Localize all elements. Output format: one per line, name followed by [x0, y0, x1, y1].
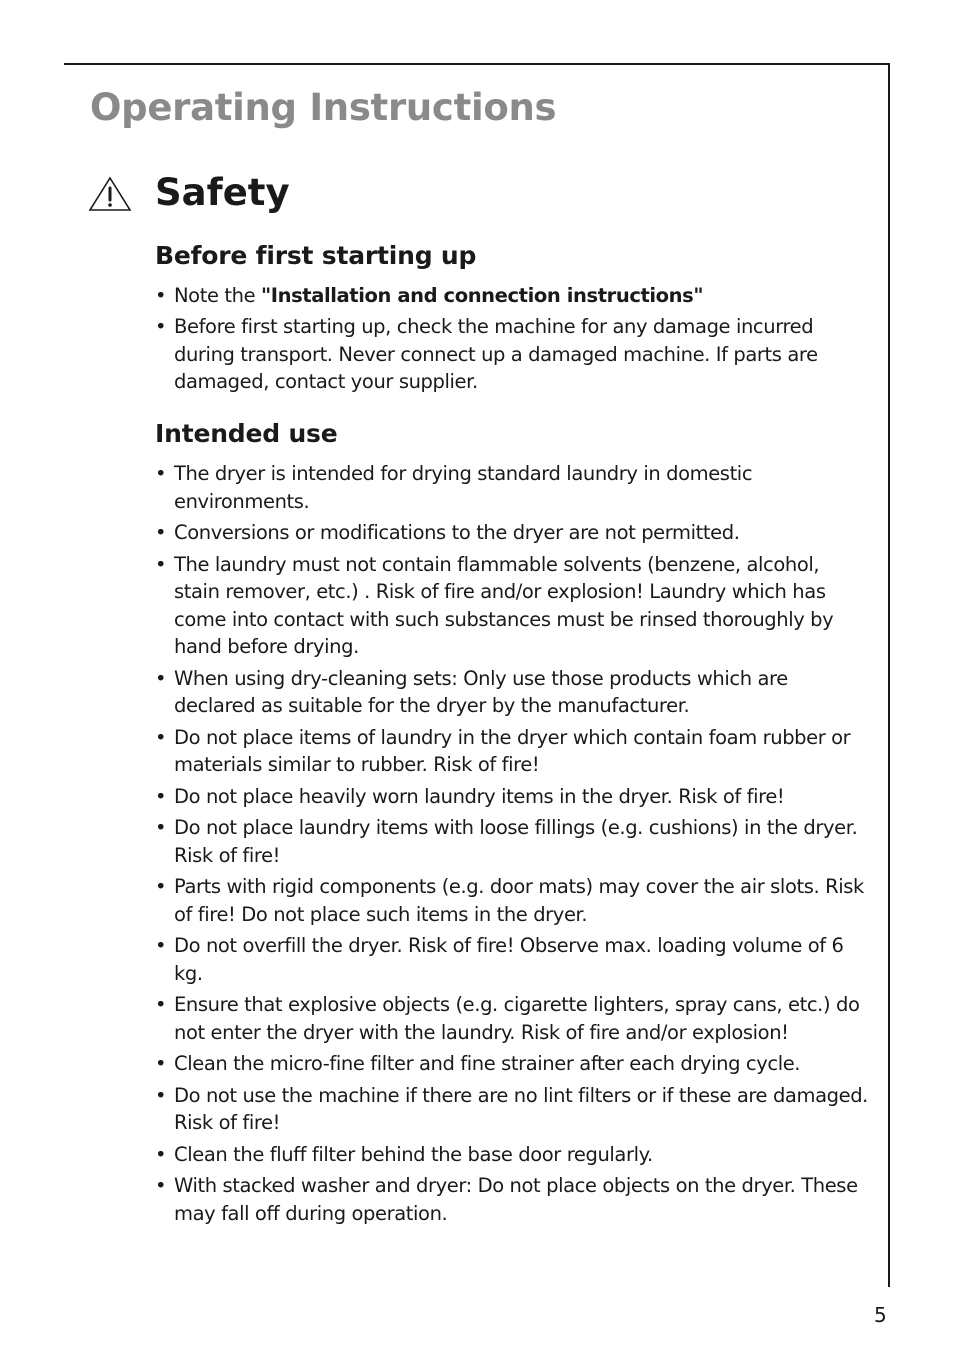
list-item: • Before first starting up, check the machine for any damage incurred during transport. Never connect up a damaged machine. If parts are damaged, contact your supplier. [155, 315, 818, 393]
list-item: • Clean the micro-fine filter and fine strainer after each drying cycle. [155, 1050, 870, 1078]
list-item: • Do not place laundry items with loose fillings (e.g. cushions) in the dryer. Risk of fire! [155, 816, 858, 867]
bullet: • [155, 1083, 167, 1107]
section-title: Safety [155, 171, 290, 214]
bullet: • [155, 725, 167, 749]
bullet: • [155, 552, 167, 576]
bullet: • [155, 875, 167, 898]
list-item: • When using dry-cleaning sets: Only use those products which are declared as suitable for the dryer by the manufacturer. [155, 666, 788, 717]
list-item: • The dryer is intended for drying standard laundry in domestic environments. [155, 462, 753, 513]
before-first-list [155, 282, 870, 396]
bullet: • [155, 462, 167, 485]
subheading-intended-use: Intended use [155, 418, 338, 448]
top-rule [64, 63, 890, 65]
list-item: • Clean the fluff filter behind the base door regularly. [155, 1141, 870, 1169]
subheading-before-first-starting-up: Before first starting up [155, 241, 477, 270]
bullet: • [155, 993, 167, 1016]
list-item: • Parts with rigid components (e.g. door mats) may cover the air slots. Risk of fire! Do not place such items in the dryer. [155, 875, 864, 926]
safety-content [155, 240, 870, 1231]
bullet: • [155, 1142, 167, 1166]
intended-use-list [155, 460, 870, 1227]
bullet: • [155, 1174, 167, 1197]
list-item: • Conversions or modifications to the dryer are not permitted. [155, 519, 870, 547]
bullet: • [155, 666, 167, 690]
note-prefix: Note the [174, 283, 261, 307]
warning-triangle-icon [88, 176, 132, 212]
list-item: • With stacked washer and dryer: Do not place objects on the dryer. These may fall off during operation. [155, 1174, 858, 1225]
bullet: • [155, 315, 167, 338]
list-item: • Do not place items of laundry in the dryer which contain foam rubber or materials similar to rubber. Risk of fire! [155, 725, 851, 776]
bullet: • [155, 521, 167, 544]
list-item: • The laundry must not contain flammable solvents (benzene, alcohol, stain remover, etc.) . Risk of fire and/or explosion! Laundry which has come into contact with such substances must be rinsed thoroughly by hand before drying. [155, 552, 834, 658]
bullet: • [155, 816, 167, 839]
list-item: • Do not overfill the dryer. Risk of fire! Observe max. loading volume of 6 kg. [155, 934, 844, 985]
list-item: • Do not use the machine if there are no lint filters or if these are damaged. Risk of fire! [155, 1083, 868, 1134]
page-number: 5 [874, 1303, 887, 1327]
list-item: • Do not place heavily worn laundry items in the dryer. Risk of fire! [155, 783, 870, 811]
list-item [155, 282, 870, 310]
bullet: • [155, 784, 167, 808]
right-rule [888, 63, 890, 1287]
bullet: • [155, 283, 167, 307]
bullet: • [155, 1052, 167, 1075]
bullet: • [155, 934, 167, 957]
list-item: • Ensure that explosive objects (e.g. cigarette lighters, spray cans, etc.) do not enter the dryer with the laundry. Risk of fire and/or explosion! [155, 993, 860, 1044]
document-title: Operating Instructions [90, 86, 557, 129]
installation-instructions-reference: "Installation and connection instructions" [260, 283, 704, 307]
